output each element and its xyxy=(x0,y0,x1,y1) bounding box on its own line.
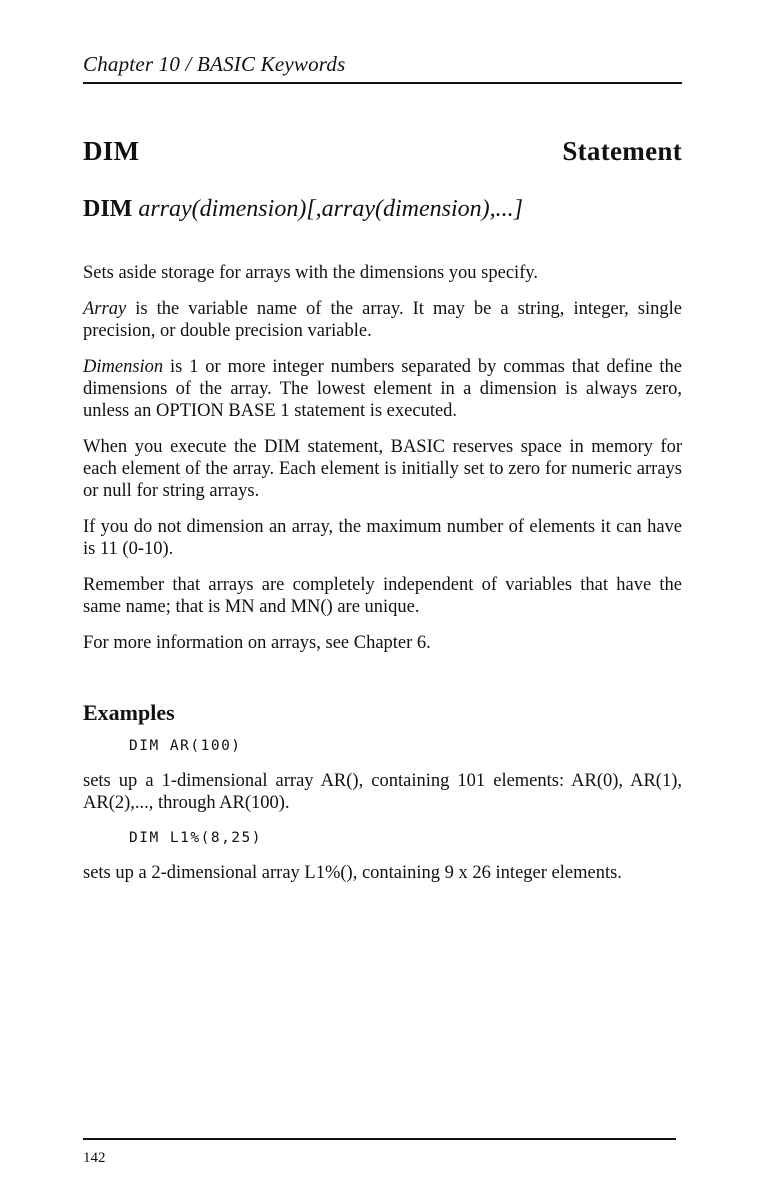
paragraph-default-size: If you do not dimension an array, the maximum number of elements it can have is 11 (0-10). xyxy=(83,517,682,559)
syntax-keyword: DIM xyxy=(83,196,133,222)
manual-page xyxy=(83,0,682,1204)
footer-rule xyxy=(83,1138,676,1140)
example-1-description: sets up a 1-dimensional array AR(), containing 101 elements: AR(0), AR(1), AR(2),..., through AR(100). xyxy=(83,771,682,813)
paragraph-purpose: Sets aside storage for arrays with the dimensions you specify. xyxy=(83,263,539,283)
header-rule xyxy=(83,82,682,84)
paragraph-execution: When you execute the DIM statement, BASIC reserves space in memory for each element of the array. Each element is initially set to zero for numeric arrays or null for string arrays. xyxy=(83,437,682,501)
description-body xyxy=(83,262,682,668)
term-dimension: Dimension xyxy=(83,357,164,377)
code-example-1: DIM AR(100) xyxy=(129,738,242,754)
code-example-2: DIM L1%(8,25) xyxy=(129,830,262,846)
syntax-line xyxy=(83,196,523,223)
page-number: 142 xyxy=(83,1150,106,1166)
paragraph-dimension-text: is 1 or more integer numbers separated by commas that define the dimensions of the array. The lowest element in a dimension is always zero, unless an OPTION BASE 1 statement is executed. xyxy=(83,357,682,421)
paragraph-more-info: For more information on arrays, see Chapter 6. xyxy=(83,633,431,653)
syntax-arguments: array(dimension)[,array(dimension),...] xyxy=(138,196,523,222)
entry-title-row xyxy=(83,136,682,167)
example-2-description: sets up a 2-dimensional array L1%(), containing 9 x 26 integer elements. xyxy=(83,863,622,883)
running-head: Chapter 10 / BASIC Keywords xyxy=(83,52,346,76)
keyword-type: Statement xyxy=(562,136,682,166)
term-array: Array xyxy=(83,299,127,319)
paragraph-dimension xyxy=(83,356,682,422)
paragraph-array xyxy=(83,298,682,342)
paragraph-independence: Remember that arrays are completely independent of variables that have the same name; that is MN and MN() are unique. xyxy=(83,575,682,617)
keyword-title: DIM xyxy=(83,136,140,166)
examples-heading: Examples xyxy=(83,700,175,725)
paragraph-array-text: is the variable name of the array. It may be a string, integer, single precision, or double precision variable. xyxy=(83,299,682,341)
